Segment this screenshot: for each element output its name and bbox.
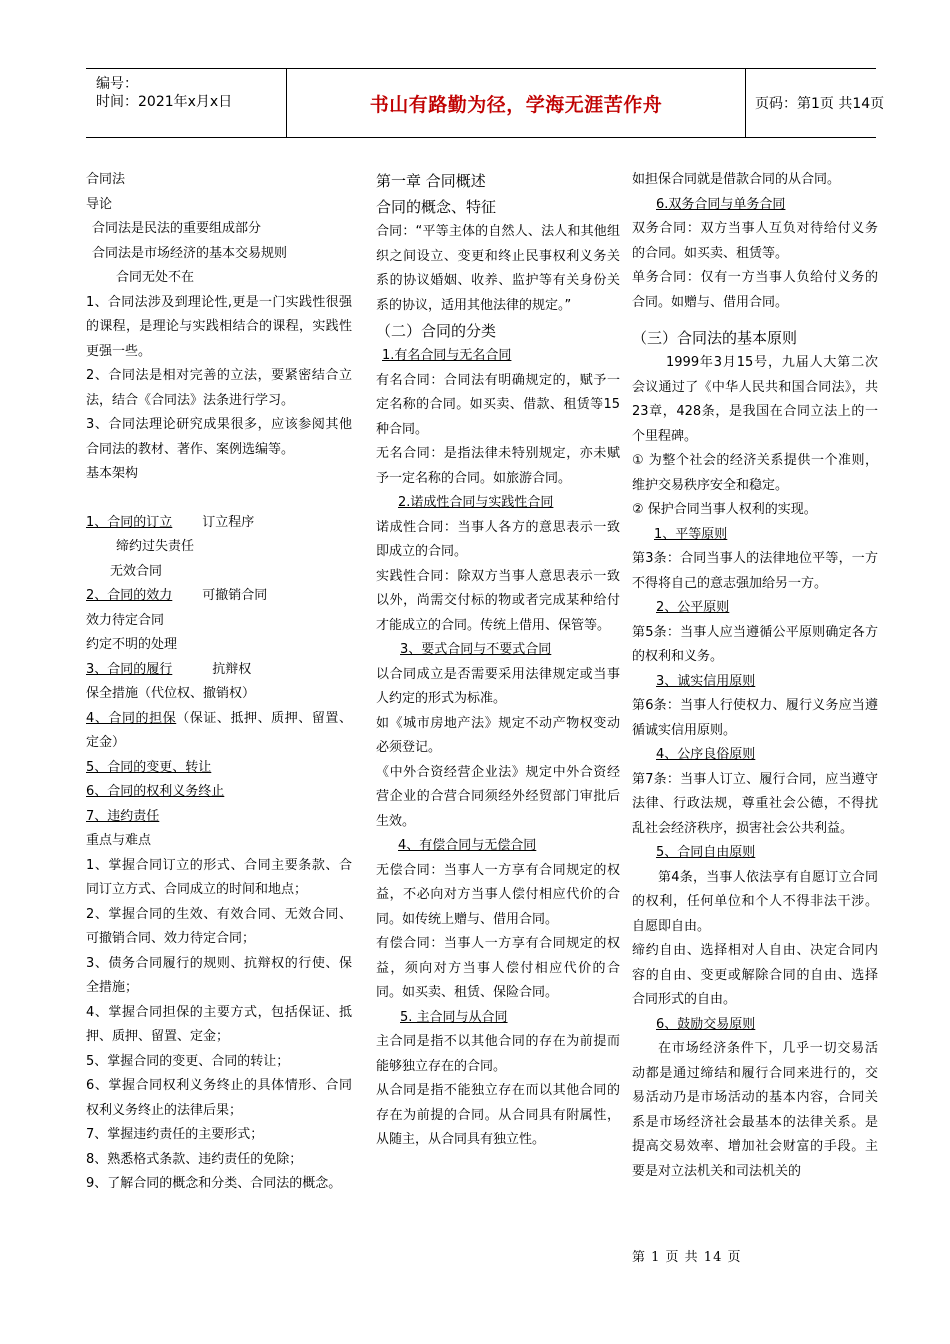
paragraph: 2、合同法是相对完善的立法，要紧密结合立法，结合《合同法》法条进行学习。 (86, 368, 352, 408)
paragraph: 实践性合同：除双方当事人意思表示一致以外，尚需交付标的物或者完成某种给付才能成立的合同。传统上借用、保管等。 (376, 568, 620, 633)
subsection-heading: 4、有偿合同与无偿合同 (398, 838, 537, 853)
paragraph: 1、合同法涉及到理论性,更是一门实践性很强的课程，是理论与实践相结合的课程，实践性更强一些。 (86, 294, 352, 359)
outline-title: 3、合同的履行 (86, 661, 173, 677)
paragraph: 从合同是指不能独立存在而以其他合同的存在为前提的合同。从合同具有附属性，从随主，从合同具有独立性。 (376, 1083, 620, 1147)
header-meta (86, 69, 286, 137)
outline-item (86, 584, 352, 609)
paragraph: 合同法是民法的重要组成部分 (92, 221, 262, 236)
paragraph: 第4条，当事人依法享有自愿订立合同的权利，任何单位和个人不得非法干涉。自愿即自由。 (632, 869, 878, 934)
page-footer: 第 1 页 共 14 页 (632, 1250, 742, 1265)
column-3 (632, 168, 878, 1184)
outline-item (86, 707, 352, 756)
paragraph: 3、合同法理论研究成果很多，应该参阅其他合同法的教材、著作、案例选编等。 (86, 417, 352, 457)
paragraph: 以合同成立是否需要采用法律规定或当事人约定的形式为标准。 (376, 666, 620, 706)
principle-heading: 1、平等原则 (654, 526, 728, 542)
list-item: 9、了解合同的概念和分类、合同法的概念。 (86, 1176, 342, 1191)
paragraph: 如担保合同就是借款合同的从合同。 (632, 172, 841, 187)
paragraph: 合同法是市场经济的基本交易规则 (92, 245, 288, 261)
page-number-label: 页码：第1页 共14页 (755, 96, 885, 112)
subsection-heading: 6.双务合同与单务合同 (656, 196, 786, 212)
list-item: 8、熟悉格式条款、违约责任的免除； (86, 1151, 303, 1167)
spacer (632, 315, 878, 325)
section-heading: （二）合同的分类 (376, 322, 497, 340)
header-motto-cell (286, 69, 746, 137)
outline-title: 5、合同的变更、转让 (86, 759, 212, 775)
paragraph: 合同：“平等主体的自然人、法人和其他组织之间设立、变更和终止民事权利义务关系的协议婚姻、收养、监护等有关身份关系的协议，适用其他法律的规定。” (376, 224, 620, 313)
outline-subitem: 订立程序 (202, 514, 255, 530)
subsection-heading: 5. 主合同与从合同 (400, 1009, 508, 1025)
principle-heading: 3、诚实信用原则 (656, 673, 756, 689)
outline-subitem: 约定不明的处理 (86, 637, 178, 652)
paragraph: 1999年3月15号，九届人大第二次会议通过了《中华人民共和国合同法》，共23章，428条，是我国在合同立法上的一个里程碑。 (632, 355, 878, 444)
list-item: 1、掌握合同订立的形式、合同主要条款、合同订立方式、合同成立的时间和地点； (86, 857, 352, 897)
subsection-heading: 2.诺成性合同与实践性合同 (398, 495, 554, 510)
paragraph: 有名合同：合同法有明确规定的，赋予一定名称的合同。如买卖、借款、租赁等15种合同。 (376, 372, 620, 437)
section-heading: （三）合同法的基本原则 (632, 329, 798, 347)
list-item: 3、债务合同履行的规则、抗辩权的行使、保全措施； (86, 955, 352, 995)
paragraph: ② 保护合同当事人权利的实现。 (632, 502, 817, 517)
outline-title: 7、违约责任 (86, 808, 160, 824)
subsection-heading: 3、要式合同与不要式合同 (400, 642, 552, 657)
column-2 (376, 168, 620, 1153)
outline-title: 4、合同的担保 (86, 710, 177, 726)
paragraph: 第7条：当事人订立、履行合同，应当遵守法律、行政法规，尊重社会公德，不得扰乱社会经济秩序，损害社会公共利益。 (632, 771, 878, 836)
paragraph: 无名合同：是指法律未特别规定，亦未赋予一定名称的合同。如旅游合同。 (376, 446, 620, 486)
list-item: 2、掌握合同的生效、有效合同、无效合同、可撤销合同、效力待定合同； (86, 906, 352, 946)
document-time: 时间：2021年x月x日 (96, 94, 233, 110)
paragraph: 双务合同：双方当事人互负对待给付义务的合同。如买卖、租赁等。 (632, 221, 878, 261)
paragraph: ① 为整个社会的经济关系提供一个准则，维护交易秩序安全和稳定。 (632, 453, 878, 493)
list-item: 4、掌握合同担保的主要方式，包括保证、抵押、质押、留置、定金； (86, 1004, 352, 1044)
section-heading: 基本架构 (86, 466, 139, 481)
principle-heading: 5、合同自由原则 (656, 845, 756, 860)
outline-title: 2、合同的效力 (86, 588, 173, 603)
outline-subitem: 效力待定合同 (86, 612, 165, 628)
list-item: 7、掌握违约责任的主要形式； (86, 1127, 264, 1142)
outline-subitem: （保证、抵押、质押、留置、定金） (86, 710, 352, 750)
paragraph: 第6条：当事人行使权力、履行义务应当遵循诚实信用原则。 (632, 698, 878, 738)
page-header (86, 68, 885, 138)
principle-heading: 4、公序良俗原则 (656, 747, 756, 762)
subsection-heading: 1.有名合同与无名合同 (382, 348, 512, 363)
outline-item (86, 511, 352, 536)
paragraph: 无偿合同：当事人一方享有合同规定的权益，不必向对方当事人偿付相应代价的合同。如传统上赠与、借用合同。 (376, 862, 620, 927)
paragraph: 缔约自由、选择相对人自由、决定合同内容的自由、变更或解除合同的自由、选择合同形式的自由。 (632, 943, 878, 1007)
outline-subitem: 可撤销合同 (202, 588, 268, 603)
principle-heading: 2、公平原则 (656, 600, 730, 615)
list-item: 6、掌握合同权利义务终止的具体情形、合同权利义务终止的法律后果； (86, 1078, 352, 1118)
spacer (86, 487, 352, 511)
section-heading: 合同的概念、特征 (376, 198, 497, 216)
paragraph: 第3条：合同当事人的法律地位平等，一方不得将自己的意志强加给另一方。 (632, 551, 878, 591)
document-code: 编号： (96, 76, 138, 92)
section-heading: 导论 (86, 196, 113, 212)
paragraph: 第5条：当事人应当遵循公平原则确定各方的权利和义务。 (632, 624, 878, 664)
outline-subitem: 无效合同 (110, 563, 163, 579)
doc-title: 合同法 (86, 172, 126, 187)
paragraph: 有偿合同：当事人一方享有合同规定的权益，须向对方当事人偿付相应代价的合同。如买卖、租赁、保险合同。 (376, 936, 620, 1000)
outline-title: 1、合同的订立 (86, 514, 173, 530)
principle-heading: 6、鼓励交易原则 (656, 1016, 756, 1032)
outline-subitem: 保全措施（代位权、撤销权） (86, 686, 256, 701)
section-heading: 重点与难点 (86, 833, 152, 848)
motto: 书山有路勤为径，学海无涯苦作舟 (369, 93, 663, 116)
paragraph: 在市场经济条件下，几乎一切交易活动都是通过缔结和履行合同来进行的，交易活动乃是市场活动的基本内容，合同关系是市场经济社会最基本的法律关系。是提高交易效率、增加社会财富的手段。主要是对立法机关和司法机关的 (632, 1041, 878, 1179)
outline-subitem: 抗辩权 (212, 661, 252, 677)
list-item: 5、掌握合同的变更、合同的转让； (86, 1053, 290, 1069)
paragraph: 单务合同：仅有一方当事人负给付义务的合同。如赠与、借用合同。 (632, 270, 878, 310)
outline-title: 6、合同的权利义务终止 (86, 784, 225, 799)
outline-subitem: 缔约过失责任 (116, 539, 195, 554)
header-page-cell (745, 69, 885, 137)
paragraph: 诺成性合同：当事人各方的意思表示一致即成立的合同。 (376, 519, 620, 559)
column-1 (86, 168, 352, 1197)
paragraph: 主合同是指不以其他合同的存在为前提而能够独立存在的合同。 (376, 1034, 620, 1074)
chapter-title: 第一章 合同概述 (376, 172, 486, 190)
paragraph: 合同无处不在 (116, 270, 195, 285)
paragraph: 如《城市房地产法》规定不动产物权变动必须登记。 (376, 715, 620, 755)
paragraph: 《中外合资经营企业法》规定中外合资经营企业的合营合同须经外经贸部门审批后生效。 (376, 764, 620, 829)
outline-item (86, 658, 352, 683)
